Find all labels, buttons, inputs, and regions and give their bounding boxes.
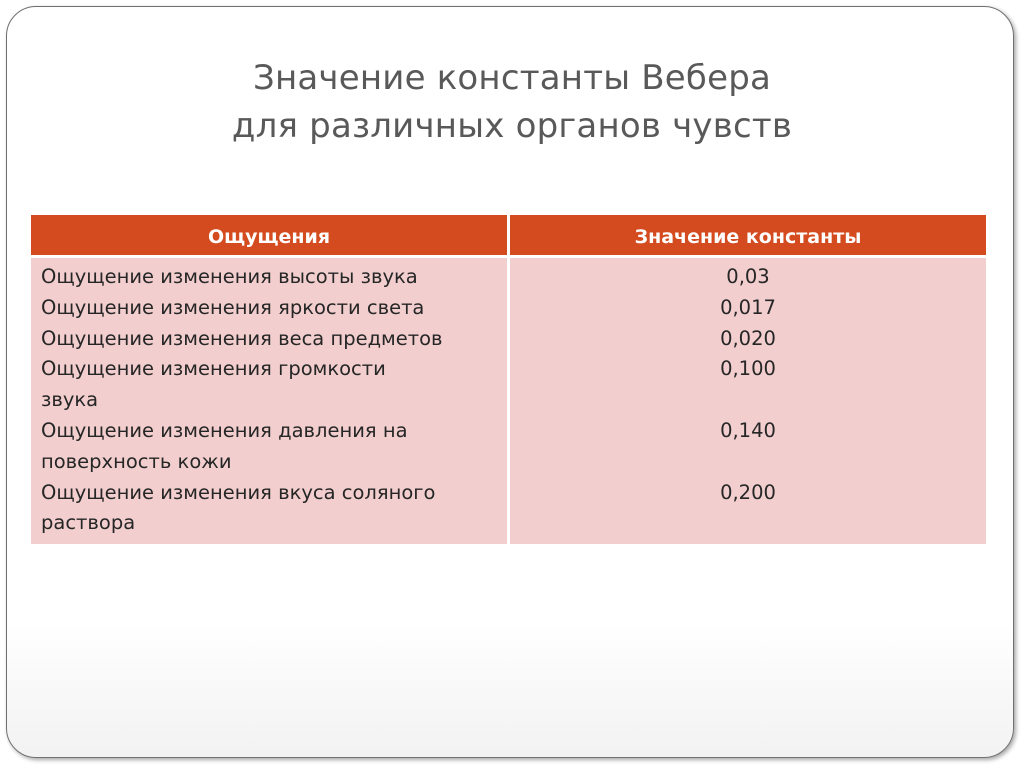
column-header-sensations: Ощущения [207,226,331,248]
sensation-cell-continued: раствора [41,511,136,535]
constant-value-cell: 0,03 [726,265,770,288]
constant-value-cell: 0,140 [720,418,776,442]
sensations-column [41,262,501,539]
empty-cell [510,447,986,478]
sensation-cell: Ощущение изменения давления на [41,418,408,442]
constant-value-cell: 0,020 [720,326,776,350]
constant-value-cell: 0,200 [720,480,776,504]
sensation-cell: Ощущение изменения громкости [41,357,386,381]
slide-title [0,54,1024,150]
empty-cell [510,385,986,416]
sensation-cell: Ощущение изменения веса предметов [41,326,443,350]
title-line-2: для различных органов чувств [231,106,793,146]
constant-value-cell: 0,017 [720,295,776,319]
constant-values-column [510,262,986,539]
header-divider [31,255,986,258]
empty-cell [510,508,986,539]
weber-constants-table [31,215,986,544]
sensation-cell: Ощущение изменения вкуса соляного [41,480,436,504]
title-line-1: Значение константы Вебера [252,58,772,98]
sensation-cell-continued: поверхность кожи [41,449,232,473]
sensation-cell-continued: звука [41,388,99,412]
column-header-constant-value: Значение константы [634,226,862,248]
sensation-cell: Ощущение изменения высоты звука [41,265,418,288]
sensation-cell: Ощущение изменения яркости света [41,295,425,319]
constant-value-cell: 0,100 [720,357,776,381]
